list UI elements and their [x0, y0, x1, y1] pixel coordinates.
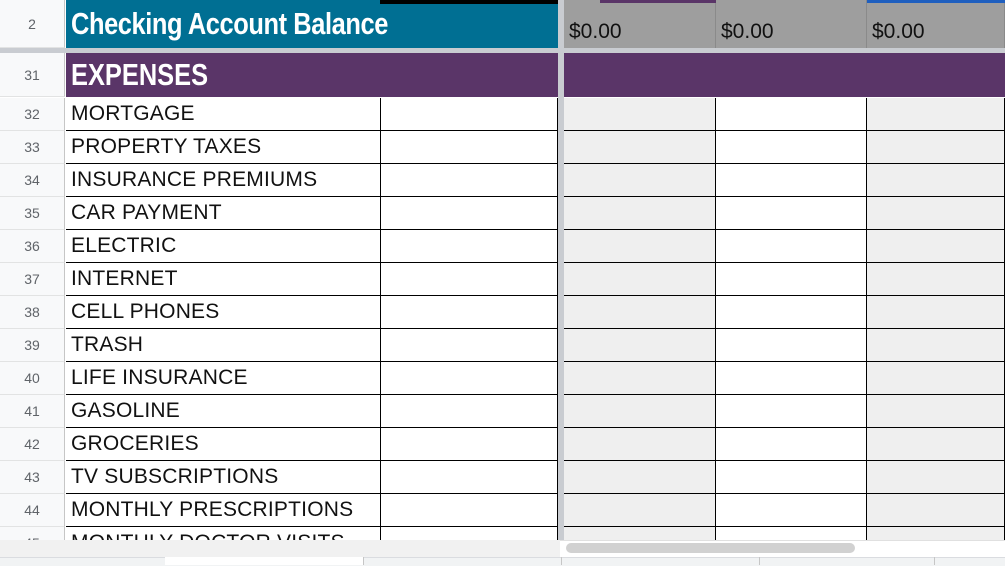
expense-label-cell[interactable]: PROPERTY TAXES — [66, 131, 381, 164]
expense-month-cell[interactable] — [867, 263, 1005, 296]
row-number[interactable]: 37 — [0, 263, 65, 296]
expense-month-cell[interactable] — [716, 362, 867, 395]
expense-month-cell[interactable] — [564, 461, 716, 494]
expense-month-cell[interactable] — [716, 329, 867, 362]
expense-month-cell[interactable] — [564, 494, 716, 527]
expense-month-cell[interactable] — [716, 164, 867, 197]
expense-label-cell[interactable]: MORTGAGE — [66, 98, 381, 131]
expense-month-cell[interactable] — [564, 395, 716, 428]
expense-input-cell[interactable] — [381, 296, 558, 329]
expense-month-cell[interactable] — [716, 131, 867, 164]
expense-month-cell[interactable] — [564, 131, 716, 164]
expense-month-cell[interactable] — [716, 296, 867, 329]
expense-month-cell[interactable] — [564, 362, 716, 395]
row-number[interactable]: 42 — [0, 428, 65, 461]
balance-cell[interactable]: $0.00 — [716, 0, 867, 48]
expense-label-cell[interactable]: INTERNET — [66, 263, 381, 296]
sheet-tab-active[interactable] — [165, 557, 364, 565]
expense-month-cell[interactable] — [716, 263, 867, 296]
expense-month-cell[interactable] — [564, 296, 716, 329]
expense-input-cell[interactable] — [381, 329, 558, 362]
expense-label-cell[interactable]: CELL PHONES — [66, 296, 381, 329]
expense-month-cell[interactable] — [564, 197, 716, 230]
balance-cell[interactable]: $0.00 — [564, 0, 716, 48]
sheet-tab[interactable] — [759, 557, 935, 565]
expense-input-cell[interactable] — [381, 98, 558, 131]
expense-month-cell[interactable] — [564, 230, 716, 263]
expense-input-cell[interactable] — [381, 362, 558, 395]
checking-balance-title-cell[interactable] — [66, 0, 558, 48]
expenses-section-cell[interactable] — [66, 53, 558, 97]
row-number[interactable]: 35 — [0, 197, 65, 230]
expense-month-cell[interactable] — [867, 131, 1005, 164]
expense-month-cell[interactable] — [867, 362, 1005, 395]
expense-month-cell[interactable] — [867, 230, 1005, 263]
expense-month-cell[interactable] — [564, 263, 716, 296]
sheet-tab[interactable] — [0, 557, 166, 565]
expense-month-cell[interactable] — [716, 494, 867, 527]
row-number[interactable]: 39 — [0, 329, 65, 362]
column-top-border — [380, 0, 558, 4]
row-number[interactable]: 2 — [0, 0, 65, 48]
expense-label-cell[interactable]: INSURANCE PREMIUMS — [66, 164, 381, 197]
expense-label-cell[interactable]: GROCERIES — [66, 428, 381, 461]
sheet-tab[interactable] — [363, 557, 562, 565]
header-accent-bar — [867, 0, 1005, 3]
expense-input-cell[interactable] — [381, 230, 558, 263]
balance-cell[interactable]: $0.00 — [867, 0, 1005, 48]
frozen-scroll-area — [0, 540, 560, 557]
row-number[interactable]: 34 — [0, 164, 65, 197]
horizontal-scrollbar-thumb[interactable] — [566, 543, 855, 553]
expense-month-cell[interactable] — [867, 461, 1005, 494]
expense-input-cell[interactable] — [381, 428, 558, 461]
expense-label-cell[interactable]: LIFE INSURANCE — [66, 362, 381, 395]
expense-month-cell[interactable] — [716, 197, 867, 230]
expense-month-cell[interactable] — [867, 329, 1005, 362]
expense-month-cell[interactable] — [867, 494, 1005, 527]
expense-month-cell[interactable] — [867, 428, 1005, 461]
expense-label-cell[interactable]: MONTHLY PRESCRIPTIONS — [66, 494, 381, 527]
row-number[interactable]: 33 — [0, 131, 65, 164]
expense-input-cell[interactable] — [381, 461, 558, 494]
row-number[interactable]: 32 — [0, 98, 65, 131]
expense-label-cell[interactable]: ELECTRIC — [66, 230, 381, 263]
expense-month-cell[interactable] — [716, 230, 867, 263]
row-number[interactable]: 40 — [0, 362, 65, 395]
expense-month-cell[interactable] — [564, 329, 716, 362]
row-number[interactable]: 36 — [0, 230, 65, 263]
expense-month-cell[interactable] — [716, 395, 867, 428]
expense-month-cell[interactable] — [867, 197, 1005, 230]
expense-month-cell[interactable] — [564, 164, 716, 197]
expense-label-cell[interactable]: CAR PAYMENT — [66, 197, 381, 230]
expense-input-cell[interactable] — [381, 131, 558, 164]
expense-month-cell[interactable] — [564, 428, 716, 461]
row-number[interactable]: 43 — [0, 461, 65, 494]
expense-month-cell[interactable] — [867, 164, 1005, 197]
row-number[interactable]: 41 — [0, 395, 65, 428]
expenses-section-title: EXPENSES — [71, 57, 209, 92]
checking-balance-title: Checking Account Balance — [71, 6, 388, 41]
header-accent-bar — [600, 0, 716, 3]
expense-month-cell[interactable] — [716, 428, 867, 461]
expense-input-cell[interactable] — [381, 164, 558, 197]
expense-label-cell[interactable]: TRASH — [66, 329, 381, 362]
expense-month-cell[interactable] — [564, 98, 716, 131]
expense-label-cell[interactable]: GASOLINE — [66, 395, 381, 428]
expense-month-cell[interactable] — [716, 461, 867, 494]
expense-month-cell[interactable] — [867, 98, 1005, 131]
sheet-tab[interactable] — [561, 557, 760, 565]
frozen-column-divider[interactable] — [558, 0, 564, 540]
expense-input-cell[interactable] — [381, 395, 558, 428]
row-number[interactable]: 31 — [0, 53, 65, 97]
frozen-row-divider[interactable] — [0, 48, 1005, 53]
expense-input-cell[interactable] — [381, 263, 558, 296]
row-number[interactable]: 44 — [0, 494, 65, 527]
expenses-band[interactable] — [564, 53, 1005, 97]
expense-month-cell[interactable] — [867, 395, 1005, 428]
row-number[interactable]: 38 — [0, 296, 65, 329]
expense-input-cell[interactable] — [381, 494, 558, 527]
expense-label-cell[interactable]: TV SUBSCRIPTIONS — [66, 461, 381, 494]
expense-input-cell[interactable] — [381, 197, 558, 230]
expense-month-cell[interactable] — [716, 98, 867, 131]
expense-month-cell[interactable] — [867, 296, 1005, 329]
